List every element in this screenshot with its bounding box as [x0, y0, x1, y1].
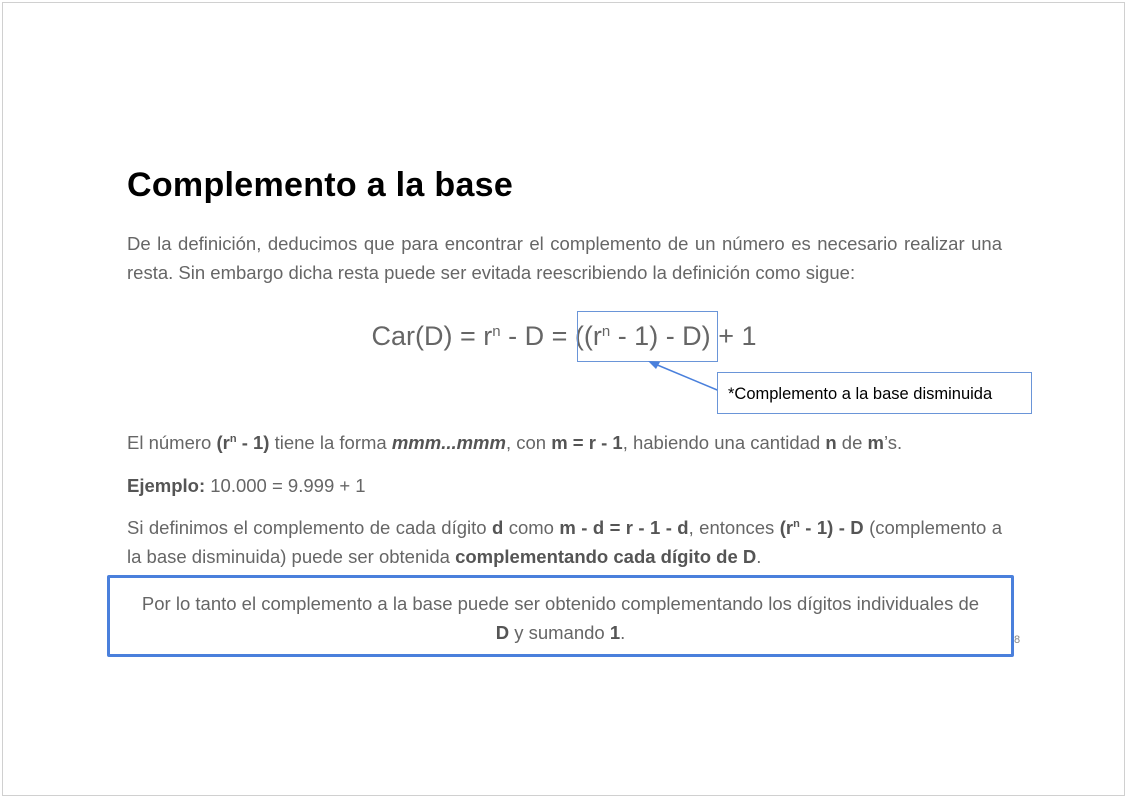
text-segment: El número: [127, 432, 217, 453]
formula-part: Car(D) = r: [371, 321, 493, 351]
text-segment: d: [492, 517, 504, 538]
example-paragraph: [127, 471, 1002, 500]
text-segment: de: [836, 432, 868, 453]
conclusion-box: [107, 575, 1014, 657]
formula-part: - D =: [500, 321, 575, 351]
text-segment: , habiendo una cantidad: [622, 432, 826, 453]
text-segment: 1: [609, 622, 621, 643]
page-number: 8: [1014, 634, 1021, 646]
annotation-text: *Complemento a la base disminuida: [728, 385, 993, 403]
digit-complement-paragraph: [127, 513, 1002, 571]
formula-exponent: n: [601, 323, 611, 340]
text-segment: mmm...mmm: [391, 432, 506, 453]
text-segment: complementando cada dígito de D: [455, 546, 757, 567]
formula-highlight-part: - 1) - D): [610, 321, 711, 351]
text-emphasis: [793, 517, 800, 538]
text-segment: .: [620, 622, 626, 643]
text-segment: m = r - 1: [551, 432, 623, 453]
text-segment: y sumando: [509, 622, 610, 643]
text-segment: (r: [216, 432, 230, 453]
text-segment: como: [503, 517, 560, 538]
text-segment: m - d = r - 1 - d: [559, 517, 689, 538]
text-segment: - 1): [236, 432, 270, 453]
text-segment: ’s.: [883, 432, 903, 453]
example-label: Ejemplo:: [127, 475, 206, 496]
text-segment: (complemento a la base disminuida) puede ser obtenida: [127, 517, 1002, 567]
intro-paragraph: De la definición, deducimos que para encontrar el complemento de un número es necesario realizar una resta. Sin embargo dicha resta puede ser evitada reescribiendo la definición como sigue:: [127, 233, 1002, 283]
text-segment: - 1) - D: [799, 517, 864, 538]
text-emphasis: [392, 432, 506, 453]
text-segment: D: [495, 622, 510, 643]
slide-title: Complemento a la base: [127, 166, 514, 204]
text-segment: n: [793, 518, 800, 530]
formula-exponent: n: [492, 323, 501, 340]
text-segment: , con: [505, 432, 552, 453]
formula-highlight-part: ((r: [574, 321, 602, 351]
text-emphasis: [230, 432, 237, 453]
form-paragraph: [127, 428, 1002, 457]
text-segment: n: [229, 433, 237, 445]
text-segment: tiene la forma: [269, 432, 392, 453]
text-segment: .: [756, 546, 762, 567]
conclusion-text: [110, 589, 1011, 647]
annotation-callout: [717, 372, 1032, 414]
example-text: 10.000 = 9.999 + 1: [205, 475, 366, 496]
text-segment: m: [867, 432, 884, 453]
text-segment: , entonces: [688, 517, 780, 538]
text-segment: Por lo tanto el complemento a la base puede ser obtenido complementando los dígitos individuales de: [141, 593, 980, 614]
text-segment: n: [825, 432, 837, 453]
text-segment: (r: [779, 517, 794, 538]
formula-part: + 1: [710, 321, 757, 351]
text-segment: Si definimos el complemento de cada dígito: [127, 517, 492, 538]
